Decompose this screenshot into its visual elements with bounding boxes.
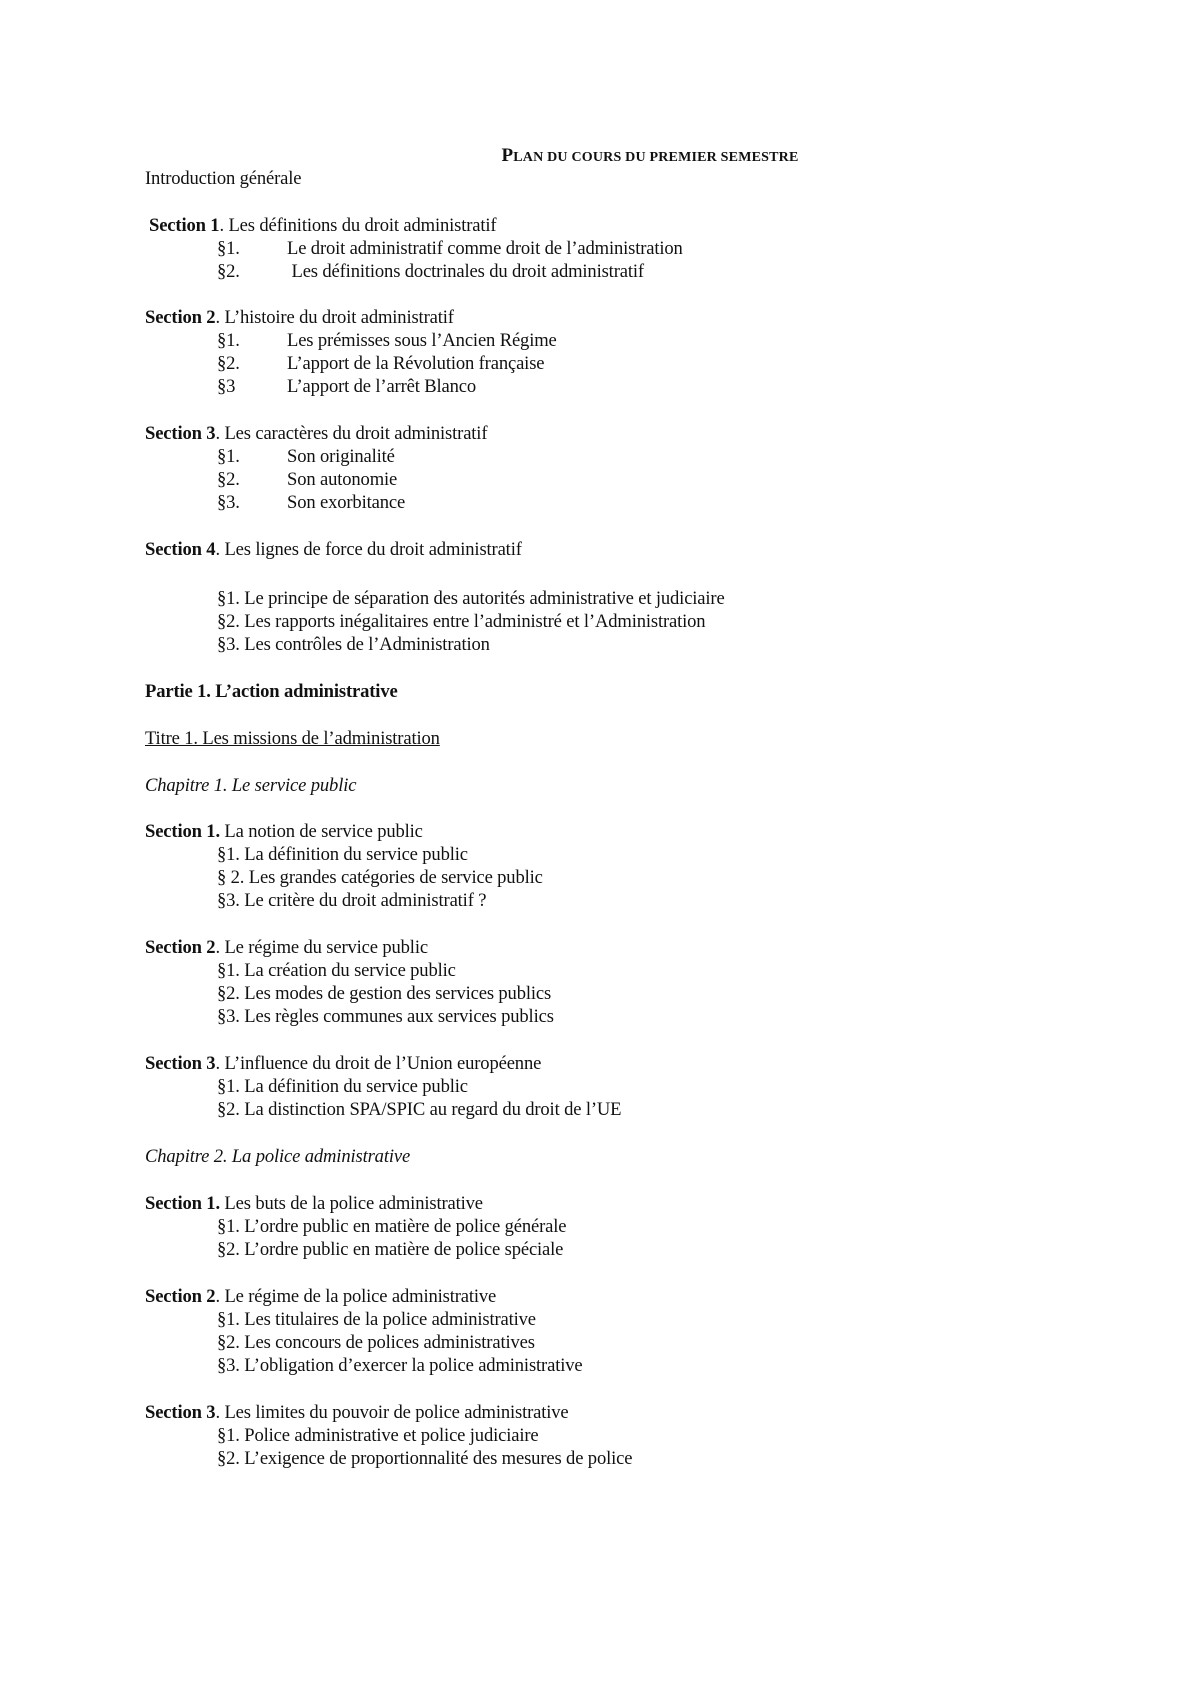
intro-s2-item-2: §2. L’apport de la Révolution française	[217, 353, 545, 374]
section-label: Section 2	[145, 1286, 216, 1307]
ch2-section-2	[145, 1285, 496, 1308]
intro-section-3	[145, 422, 487, 445]
ch1-s2-item-1: §1. La création du service public	[217, 960, 456, 981]
intro-s2-item-3: §3 L’apport de l’arrêt Blanco	[217, 376, 477, 397]
section-title: La notion de service public	[219, 821, 423, 842]
section-title: . Les caractères du droit administratif	[215, 423, 488, 444]
intro-s4-item-3: §3. Les contrôles de l’Administration	[217, 634, 490, 655]
section-title: . L’histoire du droit administratif	[215, 307, 454, 328]
intro-s1-item-2: §2. Les définitions doctrinales du droit administratif	[217, 261, 644, 282]
intro-s4-item-1: §1. Le principe de séparation des autorités administrative et judiciaire	[217, 588, 725, 609]
ch1-s3-item-1: §1. La définition du service public	[217, 1076, 468, 1097]
title-initial: P	[501, 145, 514, 166]
intro-s3-item-3: §3. Son exorbitance	[217, 492, 406, 513]
intro-s3-item-2: §2. Son autonomie	[217, 469, 398, 490]
section-label: Section 1	[149, 215, 220, 236]
partie-heading: Partie 1. L’action administrative	[145, 681, 398, 702]
ch2-s2-item-3: §3. L’obligation d’exercer la police administrative	[217, 1355, 583, 1376]
section-title: . Les définitions du droit administratif	[219, 215, 497, 236]
section-title: . Les limites du pouvoir de police administrative	[215, 1402, 569, 1423]
ch1-section-3	[145, 1052, 541, 1075]
ch2-section-1	[145, 1192, 483, 1215]
ch1-s2-item-3: §3. Les règles communes aux services publics	[217, 1006, 554, 1027]
intro-section-2	[145, 306, 454, 329]
ch1-s1-item-2: § 2. Les grandes catégories de service public	[217, 867, 543, 888]
section-title: . Le régime de la police administrative	[215, 1286, 497, 1307]
intro-heading: Introduction générale	[145, 168, 302, 189]
ch2-s3-item-2: §2. L’exigence de proportionnalité des mesures de police	[217, 1448, 633, 1469]
ch1-s1-item-1: §1. La définition du service public	[217, 844, 468, 865]
ch2-section-3	[145, 1401, 569, 1424]
intro-section-1	[149, 214, 496, 237]
section-title: . L’influence du droit de l’Union européenne	[215, 1053, 542, 1074]
intro-s2-item-1: §1. Les prémisses sous l’Ancien Régime	[217, 330, 557, 351]
section-label: Section 2	[145, 937, 216, 958]
title-rest: LAN DU COURS DU PREMIER SEMESTRE	[513, 150, 799, 165]
intro-s1-item-1: §1. Le droit administratif comme droit de l’administration	[217, 238, 683, 259]
section-label: Section 3	[145, 1402, 216, 1423]
section-label: Section 3	[145, 423, 216, 444]
ch1-s1-item-3: §3. Le critère du droit administratif ?	[217, 890, 487, 911]
section-title: . Les lignes de force du droit administratif	[215, 539, 522, 560]
ch1-section-1	[145, 820, 423, 843]
ch2-s2-item-2: §2. Les concours de polices administratives	[217, 1332, 535, 1353]
ch2-s1-item-1: §1. L’ordre public en matière de police générale	[217, 1216, 567, 1237]
chapitre-2-heading: Chapitre 2. La police administrative	[145, 1146, 411, 1167]
ch2-s3-item-1: §1. Police administrative et police judiciaire	[217, 1425, 539, 1446]
section-label: Section 4	[145, 539, 216, 560]
intro-s4-item-2: §2. Les rapports inégalitaires entre l’administré et l’Administration	[217, 611, 706, 632]
chapitre-1-heading: Chapitre 1. Le service public	[145, 775, 357, 796]
titre-heading: Titre 1. Les missions de l’administration	[145, 728, 440, 749]
page-title	[0, 145, 1200, 167]
section-title: Les buts de la police administrative	[219, 1193, 483, 1214]
ch1-s2-item-2: §2. Les modes de gestion des services publics	[217, 983, 552, 1004]
section-label: Section 1.	[145, 821, 220, 842]
section-label: Section 3	[145, 1053, 216, 1074]
ch1-s3-item-2: §2. La distinction SPA/SPIC au regard du droit de l’UE	[217, 1099, 622, 1120]
ch2-s2-item-1: §1. Les titulaires de la police administrative	[217, 1309, 536, 1330]
ch2-s1-item-2: §2. L’ordre public en matière de police spéciale	[217, 1239, 564, 1260]
section-label: Section 2	[145, 307, 216, 328]
section-label: Section 1.	[145, 1193, 220, 1214]
ch1-section-2	[145, 936, 428, 959]
intro-s3-item-1: §1. Son originalité	[217, 446, 395, 467]
intro-section-4	[145, 538, 522, 561]
section-title: . Le régime du service public	[215, 937, 428, 958]
